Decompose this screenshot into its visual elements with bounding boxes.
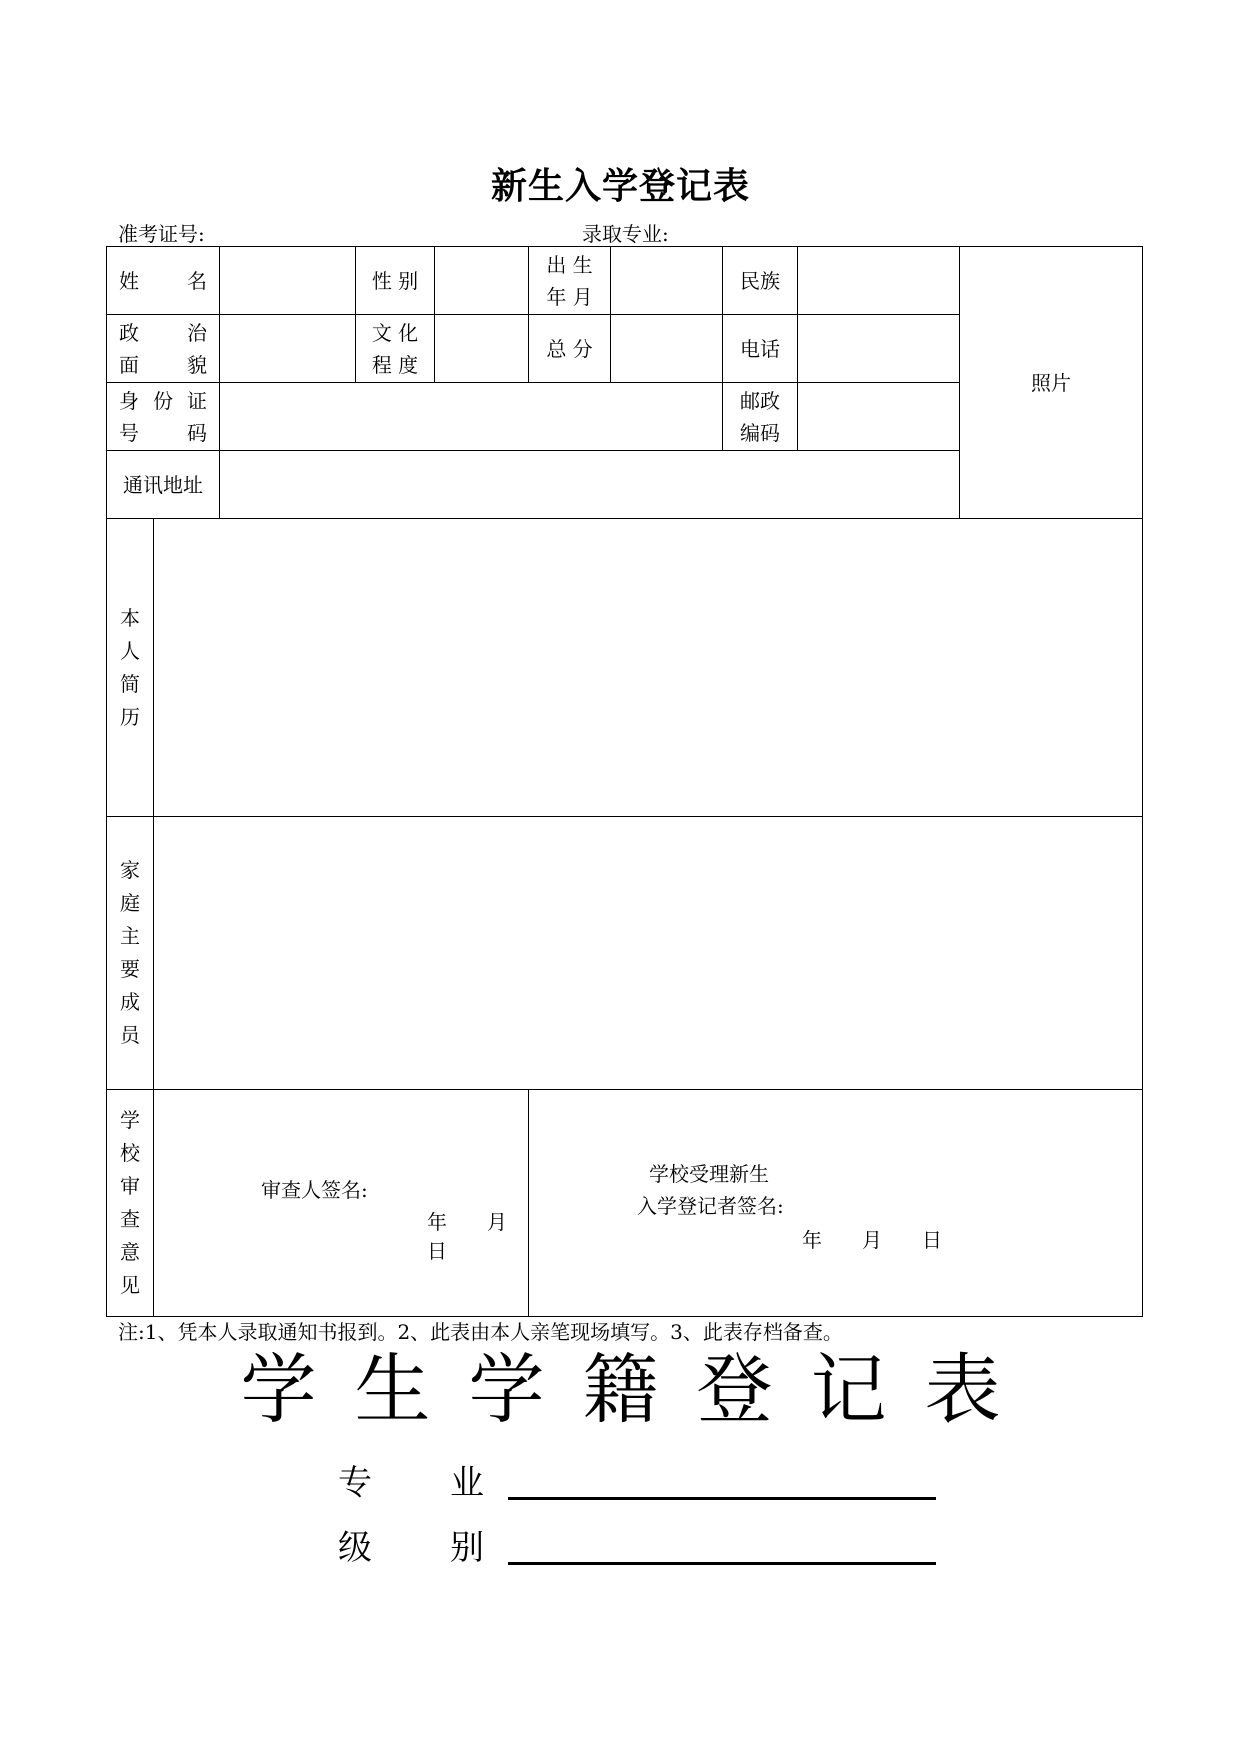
admitted-major-label: 录取专业: bbox=[582, 222, 669, 246]
phone-input[interactable] bbox=[798, 315, 960, 383]
family-label-char: 庭 bbox=[120, 891, 140, 915]
ethnicity-label: 民族 bbox=[723, 247, 798, 315]
education-label-cell bbox=[356, 315, 435, 383]
total-score-input[interactable] bbox=[611, 315, 723, 383]
review-label bbox=[107, 1090, 154, 1317]
resume-label-char: 本 bbox=[120, 605, 140, 630]
family-label-char: 主 bbox=[120, 924, 140, 948]
id-label-4: 号 bbox=[119, 420, 139, 445]
resume-input[interactable] bbox=[154, 519, 1143, 817]
resume-label-char: 历 bbox=[120, 704, 140, 729]
level-label-1: 级 bbox=[338, 1528, 372, 1568]
gender-input[interactable] bbox=[435, 247, 529, 315]
photo-box[interactable]: 照片 bbox=[960, 247, 1143, 519]
reviewer-sign-area[interactable] bbox=[154, 1090, 547, 1317]
id-number-input[interactable] bbox=[220, 383, 723, 451]
total-score-label: 总 分 bbox=[529, 315, 611, 383]
id-label-2: 份 bbox=[153, 388, 173, 413]
political-label-3: 面 bbox=[119, 352, 139, 377]
resume-label-char: 人 bbox=[120, 638, 140, 663]
family-members-input[interactable] bbox=[154, 817, 1143, 1090]
birth-label-2: 年 月 bbox=[546, 284, 593, 309]
postcode-label-cell bbox=[723, 383, 798, 451]
major-input-line[interactable] bbox=[508, 1497, 936, 1500]
form-note: 注:1、凭本人录取通知书报到。2、此表由本人亲笔现场填写。3、此表存档备查。 bbox=[118, 1320, 843, 1344]
major-label-1: 专 bbox=[338, 1463, 372, 1503]
receiver-sign-label-1: 学校受理新生 bbox=[649, 1162, 769, 1186]
address-input[interactable] bbox=[220, 451, 960, 519]
name-input[interactable] bbox=[220, 247, 356, 315]
review-label-char: 查 bbox=[120, 1207, 140, 1231]
reviewer-sign-label: 审查人签名: bbox=[261, 1178, 368, 1202]
postcode-input[interactable] bbox=[798, 383, 960, 451]
review-label-char: 审 bbox=[120, 1174, 140, 1198]
family-label-char: 要 bbox=[120, 957, 140, 981]
family-label-char: 成 bbox=[120, 990, 140, 1014]
education-input[interactable] bbox=[435, 315, 529, 383]
education-label-1: 文 化 bbox=[371, 320, 419, 345]
family-label bbox=[107, 817, 154, 1090]
level-input-line[interactable] bbox=[508, 1562, 936, 1565]
id-label-1: 身 bbox=[119, 388, 139, 413]
id-label-3: 证 bbox=[187, 388, 207, 413]
review-label-char: 学 bbox=[120, 1108, 140, 1132]
phone-label: 电话 bbox=[723, 315, 798, 383]
political-input[interactable] bbox=[220, 315, 356, 383]
political-label-2: 治 bbox=[187, 320, 207, 345]
form-title: 新生入学登记表 bbox=[490, 165, 750, 207]
receiver-sign-label-2: 入学登记者签名: bbox=[637, 1194, 784, 1218]
political-label-4: 貌 bbox=[187, 352, 207, 377]
id-label-5: 码 bbox=[187, 420, 207, 445]
major-label-2: 业 bbox=[450, 1463, 484, 1503]
birth-label-cell bbox=[529, 247, 611, 315]
resume-label-char: 简 bbox=[120, 671, 140, 696]
exam-number-label: 准考证号: bbox=[118, 222, 205, 246]
level-label-2: 别 bbox=[450, 1528, 484, 1568]
cover-title: 学生学籍登记表 bbox=[240, 1345, 1039, 1434]
review-label-char: 校 bbox=[120, 1141, 140, 1165]
family-label-char: 家 bbox=[120, 858, 140, 882]
gender-label: 性 别 bbox=[356, 247, 435, 315]
name-label-1: 姓 bbox=[119, 268, 139, 293]
registration-table bbox=[106, 246, 1143, 1317]
birth-input[interactable] bbox=[611, 247, 723, 315]
review-label-char: 见 bbox=[120, 1273, 140, 1297]
political-label-cell bbox=[107, 315, 220, 383]
name-label-cell bbox=[107, 247, 220, 315]
review-label-char: 意 bbox=[120, 1240, 140, 1264]
receiver-sign-area[interactable] bbox=[529, 1090, 1143, 1317]
reviewer-date: 年 月 日 bbox=[427, 1210, 547, 1263]
postcode-label-1: 邮政 bbox=[740, 388, 780, 413]
political-label-1: 政 bbox=[119, 320, 139, 345]
resume-label bbox=[107, 519, 154, 817]
birth-label-1: 出 生 bbox=[546, 252, 593, 277]
ethnicity-input[interactable] bbox=[798, 247, 960, 315]
postcode-label-2: 编码 bbox=[740, 420, 780, 445]
id-label-cell bbox=[107, 383, 220, 451]
family-label-char: 员 bbox=[120, 1023, 140, 1047]
name-label-2: 名 bbox=[187, 268, 207, 293]
address-label: 通讯地址 bbox=[107, 451, 220, 519]
receiver-date: 年 月 日 bbox=[802, 1228, 942, 1252]
education-label-2: 程 度 bbox=[371, 352, 419, 377]
